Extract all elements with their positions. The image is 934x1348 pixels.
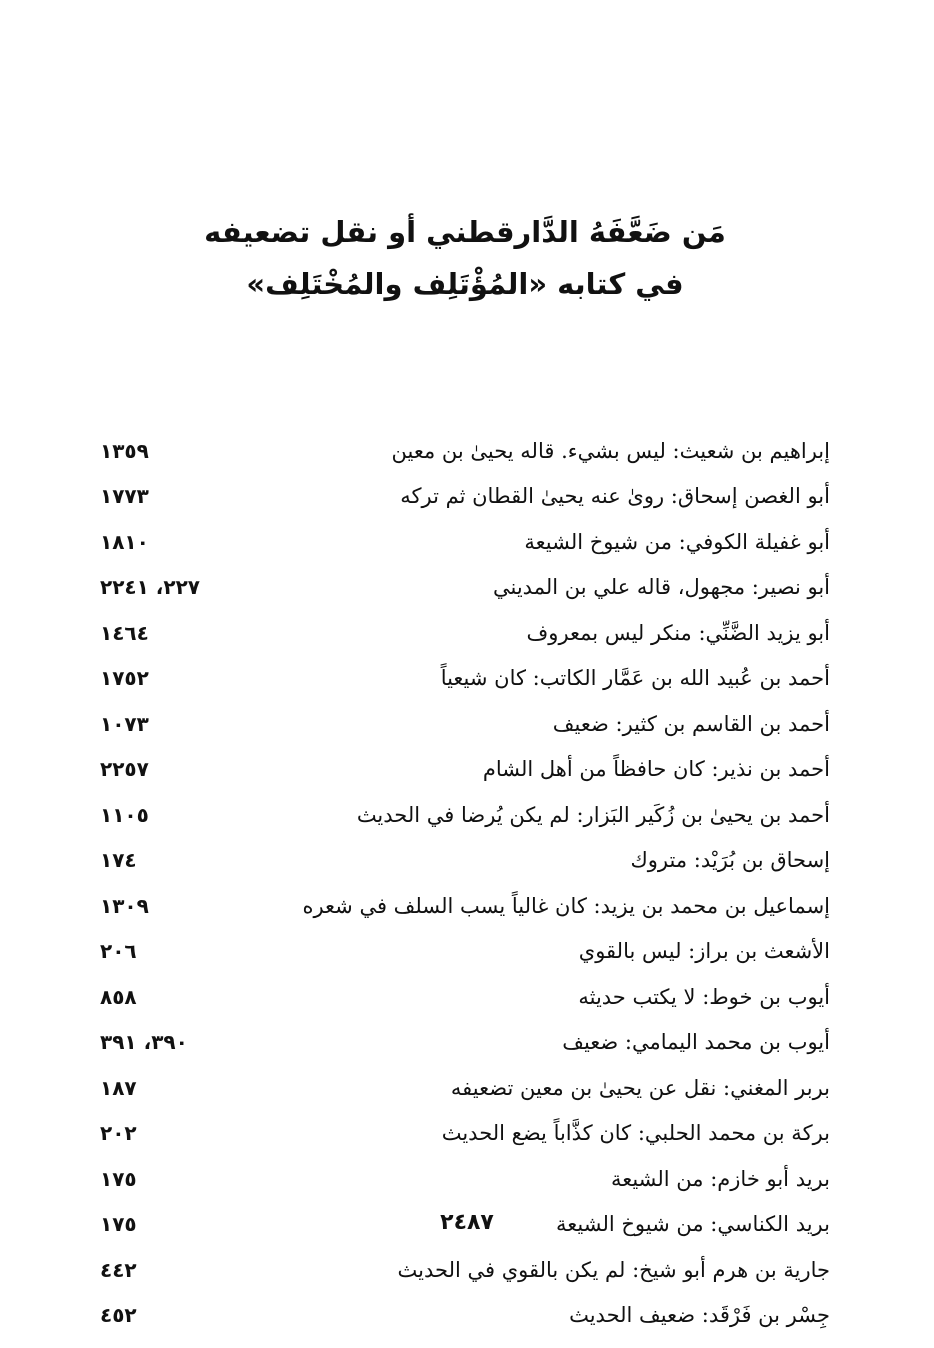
list-item bbox=[100, 519, 830, 565]
entry-text: إسحاق بن بُرَيْد: متروك bbox=[630, 848, 830, 873]
entry-text: أيوب بن خوط: لا يكتب حديثه bbox=[578, 984, 830, 1009]
entry-page-ref: ١٧٥ bbox=[100, 1212, 137, 1237]
entry-text: جارية بن هرم أبو شيخ: لم يكن بالقوي في الحديث bbox=[397, 1257, 830, 1282]
entry-page-ref: ٢٠٢ bbox=[100, 1121, 137, 1146]
list-item bbox=[100, 610, 830, 656]
list-item bbox=[100, 656, 830, 702]
section-title-line-1: مَن ضَعَّفَهُ الدَّارقطني أو نقل تضعيفه bbox=[204, 215, 726, 249]
entry-page-ref: ١٠٧٣ bbox=[100, 711, 149, 736]
list-item bbox=[100, 1065, 830, 1111]
entry-page-ref: ١٧٧٣ bbox=[100, 484, 149, 509]
entry-page-ref: ٢٢٥٧ bbox=[100, 757, 149, 782]
entry-page-ref: ٨٥٨ bbox=[100, 984, 137, 1009]
section-title-line-2: في كتابه «المُؤْتَلِف والمُخْتَلِف» bbox=[246, 267, 684, 301]
entry-text: أحمد بن نذير: كان حافظاً من أهل الشام bbox=[482, 757, 830, 782]
entry-page-ref: ١٣٥٩ bbox=[100, 438, 149, 463]
list-item bbox=[100, 838, 830, 884]
entry-text: أيوب بن محمد اليمامي: ضعيف bbox=[562, 1030, 830, 1055]
entry-page-ref: ٣٩٠، ٣٩١ bbox=[100, 1030, 188, 1055]
list-item bbox=[100, 929, 830, 975]
list-item bbox=[100, 883, 830, 929]
list-item bbox=[100, 1156, 830, 1202]
entry-page-ref: ١٨٧ bbox=[100, 1075, 137, 1100]
list-item bbox=[100, 747, 830, 793]
page-number: ٢٤٨٧ bbox=[440, 1210, 494, 1235]
entry-page-ref: ٢٠٦ bbox=[100, 939, 137, 964]
entry-page-ref: ١٧٤ bbox=[100, 848, 137, 873]
entry-text: بريد الكناسي: من شيوخ الشيعة bbox=[555, 1212, 830, 1237]
entry-page-ref: ١١٠٥ bbox=[100, 802, 149, 827]
list-item bbox=[100, 1020, 830, 1066]
entry-text: إسماعيل بن محمد بن يزيد: كان غالياً يسب السلف في شعره bbox=[302, 893, 830, 918]
entry-page-ref: ١٨١٠ bbox=[100, 529, 149, 554]
entry-page-ref: ٤٤٢ bbox=[100, 1257, 137, 1282]
list-item bbox=[100, 1111, 830, 1157]
narrator-list bbox=[100, 428, 830, 1338]
entry-text: إبراهيم بن شعيث: ليس بشيء. قاله يحيىٰ بن معين bbox=[391, 438, 830, 463]
list-item bbox=[100, 565, 830, 611]
entry-text: أحمد بن عُبيد الله بن عَمَّار الكاتب: كان شيعياً bbox=[440, 666, 830, 691]
entry-text: أبو غفيلة الكوفي: من شيوخ الشيعة bbox=[524, 529, 830, 554]
entry-text: أبو يزيد الضَّنِّي: منكر ليس بمعروف bbox=[526, 620, 830, 645]
entry-text: بريد أبو خازم: من الشيعة bbox=[610, 1166, 830, 1191]
entry-text: بربر المغني: نقل عن يحيىٰ بن معين تضعيفه bbox=[450, 1075, 830, 1100]
list-item bbox=[100, 792, 830, 838]
list-item bbox=[100, 701, 830, 747]
list-item bbox=[100, 1293, 830, 1339]
section-title bbox=[180, 206, 750, 310]
entry-text: أحمد بن يحيىٰ بن زُكَير البَزار: لم يكن يُرضا في الحديث bbox=[356, 802, 830, 827]
entry-page-ref: ١٧٥٢ bbox=[100, 666, 149, 691]
list-item bbox=[100, 474, 830, 520]
entry-page-ref: ١٣٠٩ bbox=[100, 893, 149, 918]
entry-text: الأشعث بن براز: ليس بالقوي bbox=[578, 939, 830, 964]
entry-text: أبو نصير: مجهول، قاله علي بن المديني bbox=[493, 575, 830, 600]
list-item bbox=[100, 428, 830, 474]
entry-page-ref: ٢٢٧، ٢٢٤١ bbox=[100, 575, 201, 600]
entry-text: بركة بن محمد الحلبي: كان كذَّاباً يضع الحديث bbox=[441, 1121, 830, 1146]
entry-page-ref: ١٤٦٤ bbox=[100, 620, 149, 645]
list-item bbox=[100, 1247, 830, 1293]
list-item bbox=[100, 974, 830, 1020]
entry-text: أحمد بن القاسم بن كثير: ضعيف bbox=[552, 711, 830, 736]
entry-text: أبو الغصن إسحاق: روىٰ عنه يحيىٰ القطان ثم تركه bbox=[400, 484, 830, 509]
entry-page-ref: ١٧٥ bbox=[100, 1166, 137, 1191]
entry-page-ref: ٤٥٢ bbox=[100, 1303, 137, 1328]
entry-text: جِسْر بن فَرْقَد: ضعيف الحديث bbox=[569, 1303, 830, 1328]
